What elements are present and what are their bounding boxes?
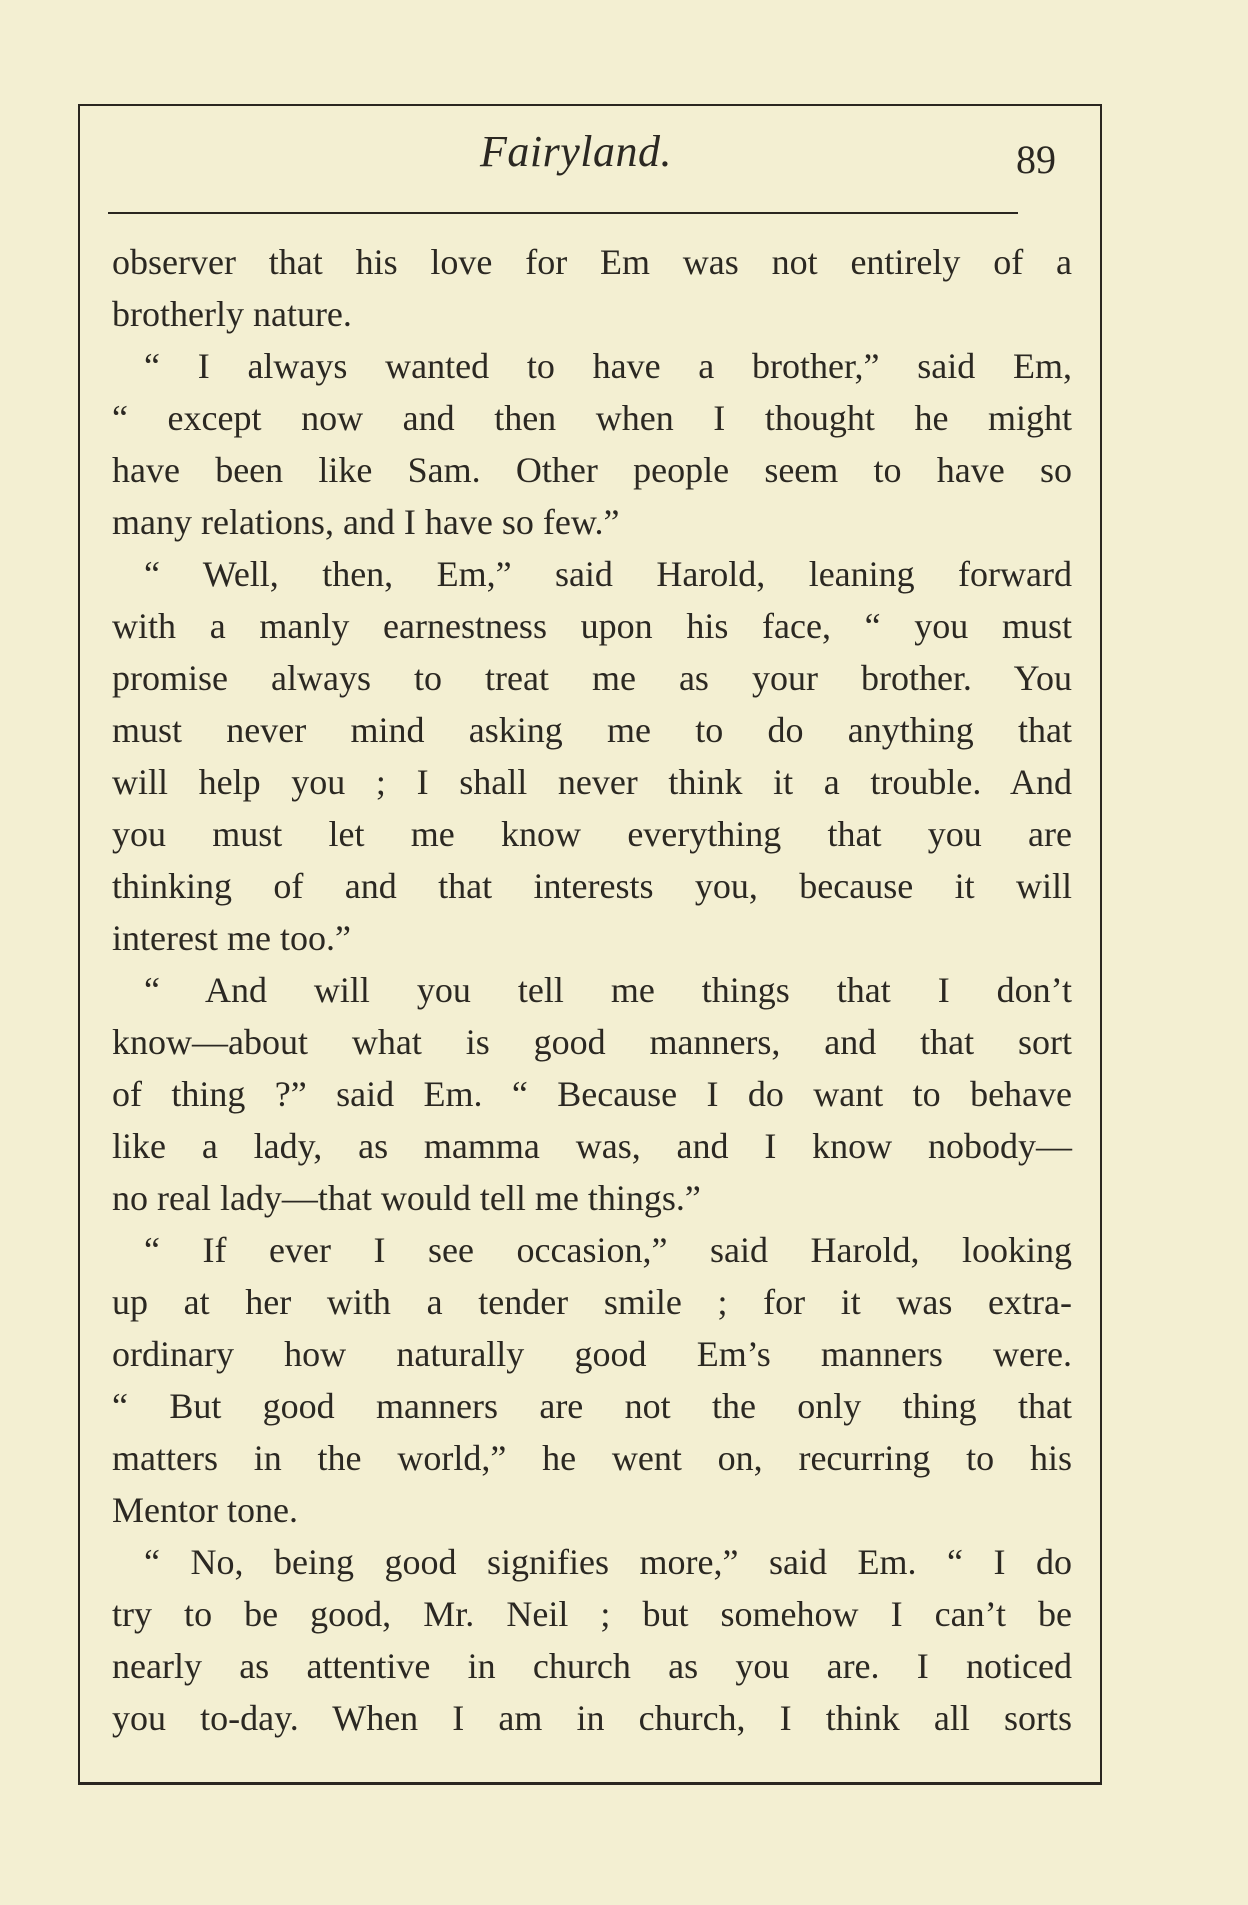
text-line: ordinary how naturally good Em’s manners were. xyxy=(112,1334,1072,1374)
text-line: you to-day. When I am in church, I think all sorts xyxy=(112,1698,1072,1738)
text-line: with a manly earnestness upon his face, “ you must xyxy=(112,606,1072,646)
text-line: Mentor tone. xyxy=(112,1490,298,1530)
page-number: 89 xyxy=(1016,137,1056,182)
text-line: nearly as attentive in church as you are. I noticed xyxy=(112,1646,1072,1686)
text-line: “ I always wanted to have a brother,” said Em, xyxy=(144,346,1072,386)
text-line: thinking of and that interests you, because it will xyxy=(112,866,1072,906)
header-rule xyxy=(108,212,1018,214)
text-line: many relations, and I have so few.” xyxy=(112,502,620,542)
text-line: “ No, being good signifies more,” said Em. “ I do xyxy=(144,1542,1072,1582)
running-head-title: Fairyland. xyxy=(480,127,672,176)
text-line: “ But good manners are not the only thing that xyxy=(112,1386,1072,1426)
text-line: “ If ever I see occasion,” said Harold, looking xyxy=(144,1230,1072,1270)
text-line: must never mind asking me to do anything that xyxy=(112,710,1072,750)
text-line: matters in the world,” he went on, recurring to his xyxy=(112,1438,1072,1478)
text-line: no real lady—that would tell me things.” xyxy=(112,1178,701,1218)
text-line: “ And will you tell me things that I don’t xyxy=(144,970,1072,1010)
text-line: know—about what is good manners, and that sort xyxy=(112,1022,1072,1062)
text-line: up at her with a tender smile ; for it was extra- xyxy=(112,1282,1072,1322)
text-line: like a lady, as mamma was, and I know nobody— xyxy=(112,1126,1072,1166)
text-line: “ except now and then when I thought he might xyxy=(112,398,1072,438)
text-line: observer that his love for Em was not entirely of a xyxy=(112,242,1072,282)
text-line: “ Well, then, Em,” said Harold, leaning forward xyxy=(144,554,1072,594)
text-line: try to be good, Mr. Neil ; but somehow I can’t be xyxy=(112,1594,1072,1634)
text-line: have been like Sam. Other people seem to have so xyxy=(112,450,1072,490)
text-line: interest me too.” xyxy=(112,918,351,958)
body-text xyxy=(112,236,1072,1744)
text-line: of thing ?” said Em. “ Because I do want to behave xyxy=(112,1074,1072,1114)
running-head xyxy=(110,126,1062,196)
text-line: promise always to treat me as your brother. You xyxy=(112,658,1072,698)
text-line: will help you ; I shall never think it a trouble. And xyxy=(112,762,1072,802)
text-line: you must let me know everything that you are xyxy=(112,814,1072,854)
text-line: brotherly nature. xyxy=(112,294,352,334)
